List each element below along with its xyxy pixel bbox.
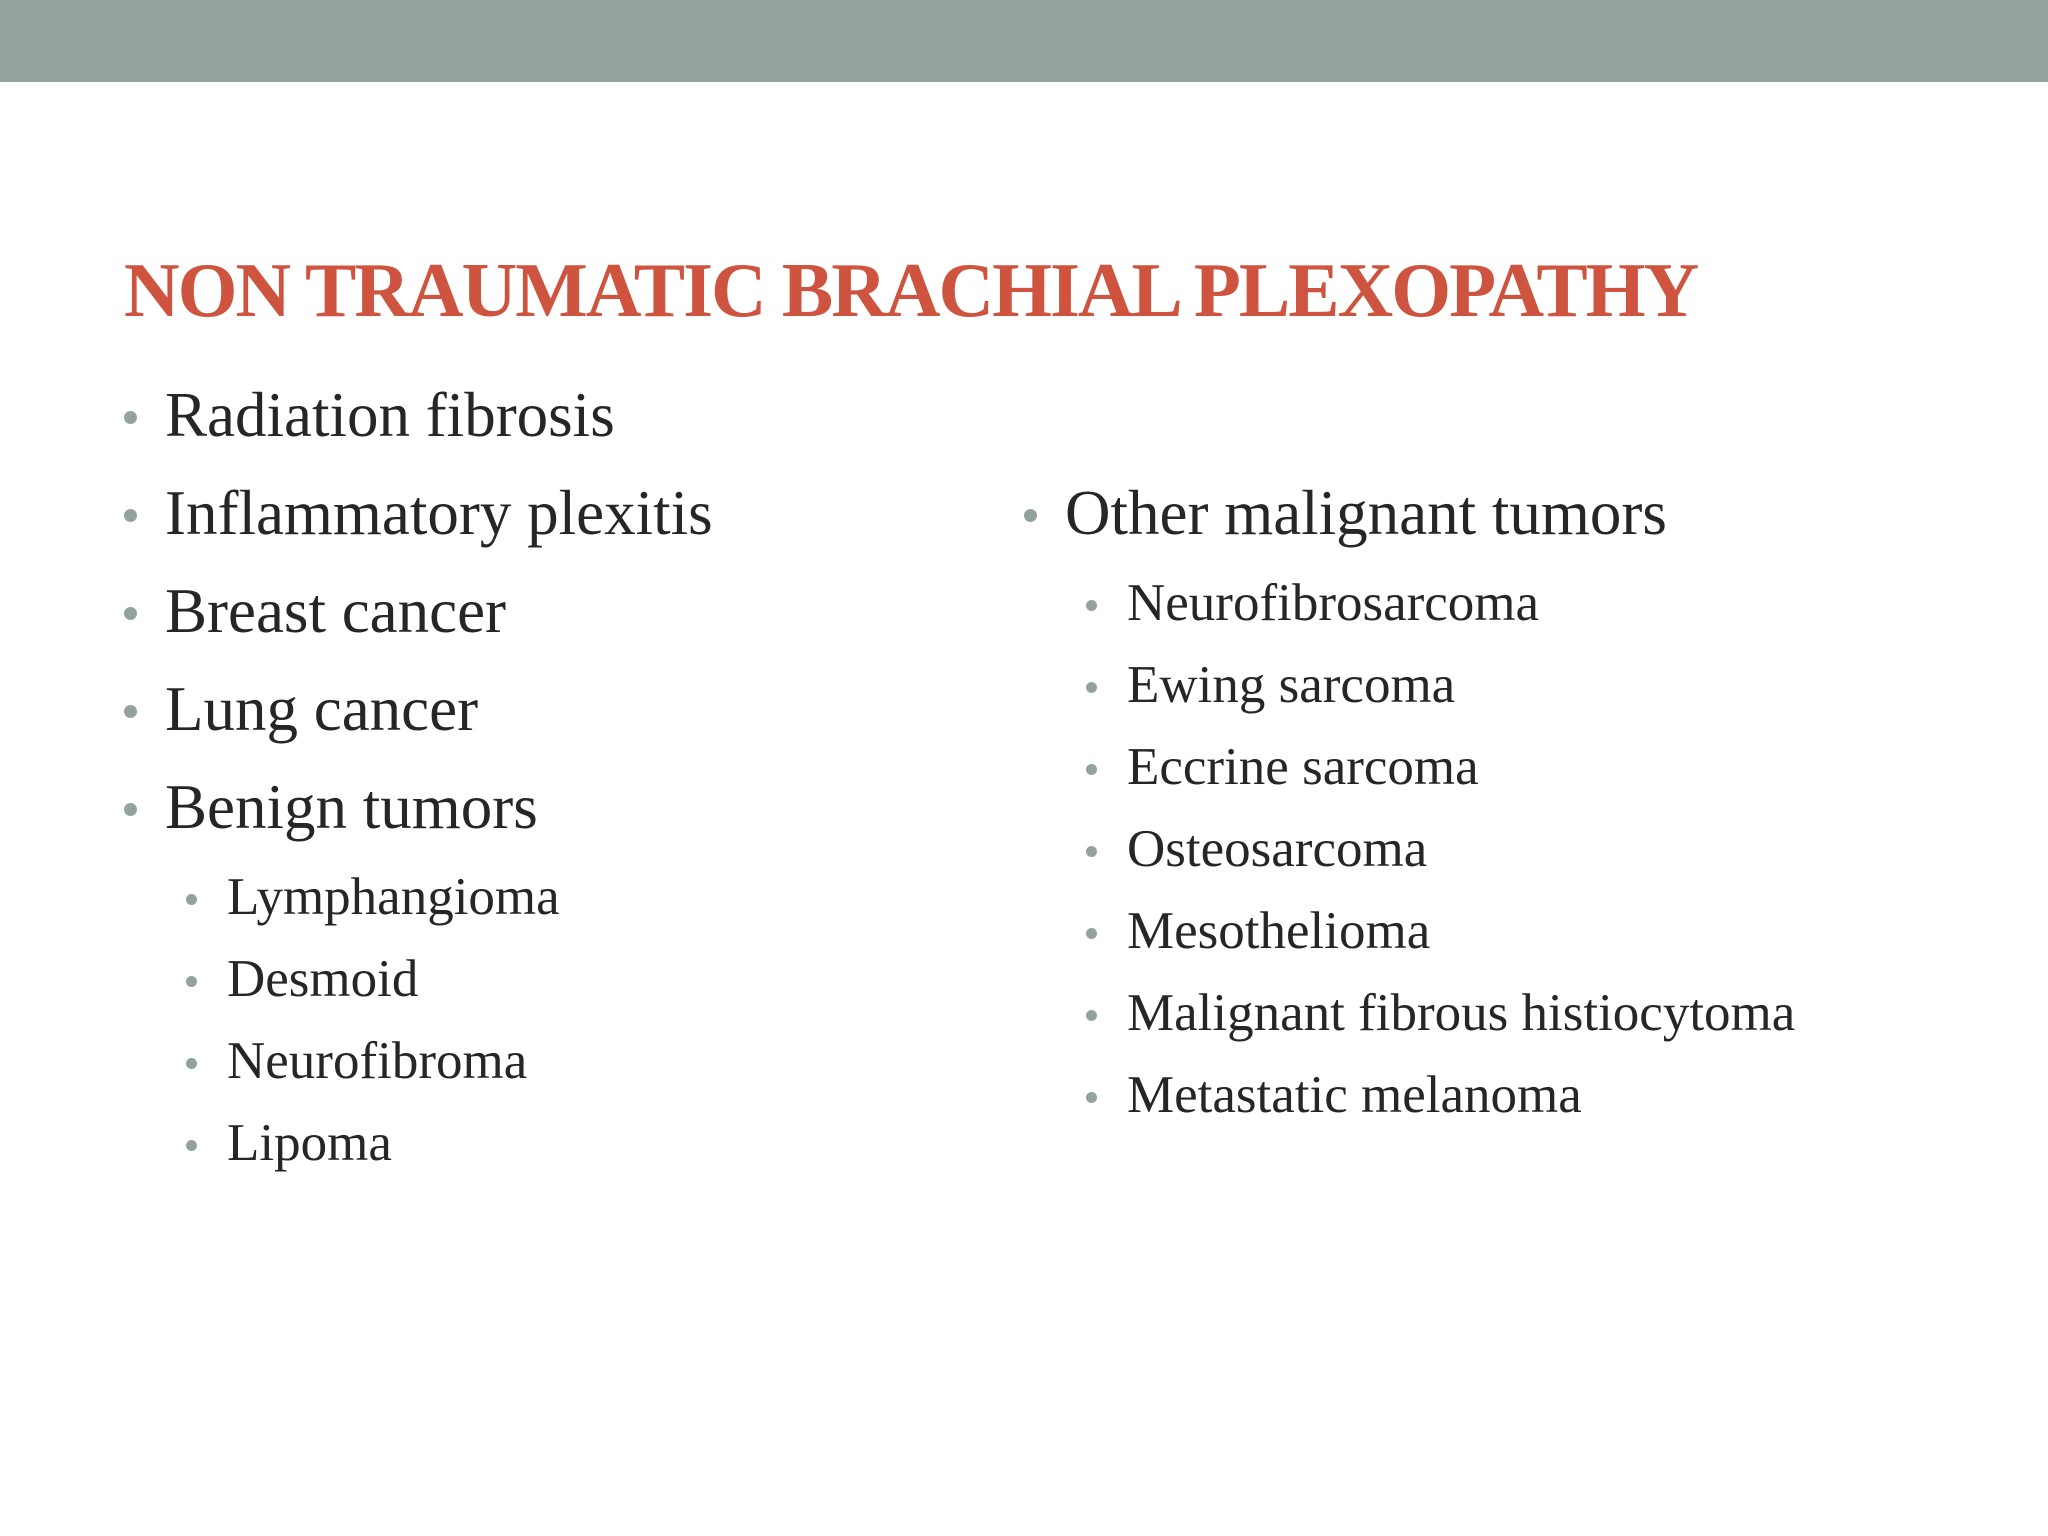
bullet-icon <box>186 1058 197 1069</box>
bullet-icon <box>1024 509 1037 522</box>
list-item-label: Radiation fibrosis <box>165 380 615 450</box>
bullet-icon <box>1086 928 1097 939</box>
bullet-icon <box>186 1140 197 1151</box>
sub-list-item-label: Lymphangioma <box>227 868 560 926</box>
list-item <box>124 464 1024 562</box>
top-accent-bar <box>0 0 2048 82</box>
sub-list-item <box>1024 972 2024 1054</box>
list-item-label: Benign tumors <box>165 772 538 842</box>
sub-list-item <box>124 1102 1024 1184</box>
list-item <box>1024 464 2024 562</box>
sub-list-item-label: Eccrine sarcoma <box>1127 738 1479 796</box>
bullet-icon <box>186 894 197 905</box>
bullet-icon <box>1086 600 1097 611</box>
bullet-icon <box>124 705 137 718</box>
bullet-icon <box>1086 764 1097 775</box>
list-item <box>124 562 1024 660</box>
sub-list-item <box>1024 562 2024 644</box>
sub-list-item-label: Desmoid <box>227 950 419 1008</box>
bullet-icon <box>1086 1010 1097 1021</box>
sub-list-item <box>1024 890 2024 972</box>
bullet-icon <box>124 607 137 620</box>
sub-list-item-label: Metastatic melanoma <box>1127 1066 1582 1124</box>
bullet-icon <box>1086 682 1097 693</box>
sub-list-item <box>124 1020 1024 1102</box>
bullet-icon <box>124 509 137 522</box>
sub-list-item-label: Ewing sarcoma <box>1127 656 1456 714</box>
list-item-label: Lung cancer <box>165 674 479 744</box>
sub-list-item-label: Lipoma <box>227 1114 392 1172</box>
bullet-icon <box>1086 846 1097 857</box>
sub-list-item <box>1024 808 2024 890</box>
sub-list-item-label: Osteosarcoma <box>1127 820 1428 878</box>
bullet-icon <box>1086 1092 1097 1103</box>
slide-title: NON TRAUMATIC BRACHIAL PLEXOPATHY <box>124 247 1698 333</box>
list-item <box>124 366 1024 464</box>
right-bullet-list <box>1024 464 2024 1136</box>
sub-list-item <box>124 938 1024 1020</box>
bullet-icon <box>124 803 137 816</box>
list-item <box>124 758 1024 856</box>
sub-list-item-label: Mesothelioma <box>1127 902 1431 960</box>
sub-list-item-label: Malignant fibrous histiocytoma <box>1127 984 1796 1042</box>
sub-list-item-label: Neurofibroma <box>227 1032 528 1090</box>
sub-list-item <box>1024 1054 2024 1136</box>
sub-list-item <box>124 856 1024 938</box>
list-item <box>124 660 1024 758</box>
list-item-label: Breast cancer <box>165 576 507 646</box>
sub-list-item-label: Neurofibrosarcoma <box>1127 574 1540 632</box>
sub-list-item <box>1024 644 2024 726</box>
list-item-label: Inflammatory plexitis <box>165 478 713 548</box>
bullet-icon <box>186 976 197 987</box>
sub-list-item <box>1024 726 2024 808</box>
left-bullet-list <box>124 366 1024 1184</box>
list-item-label: Other malignant tumors <box>1065 478 1667 548</box>
bullet-icon <box>124 411 137 424</box>
